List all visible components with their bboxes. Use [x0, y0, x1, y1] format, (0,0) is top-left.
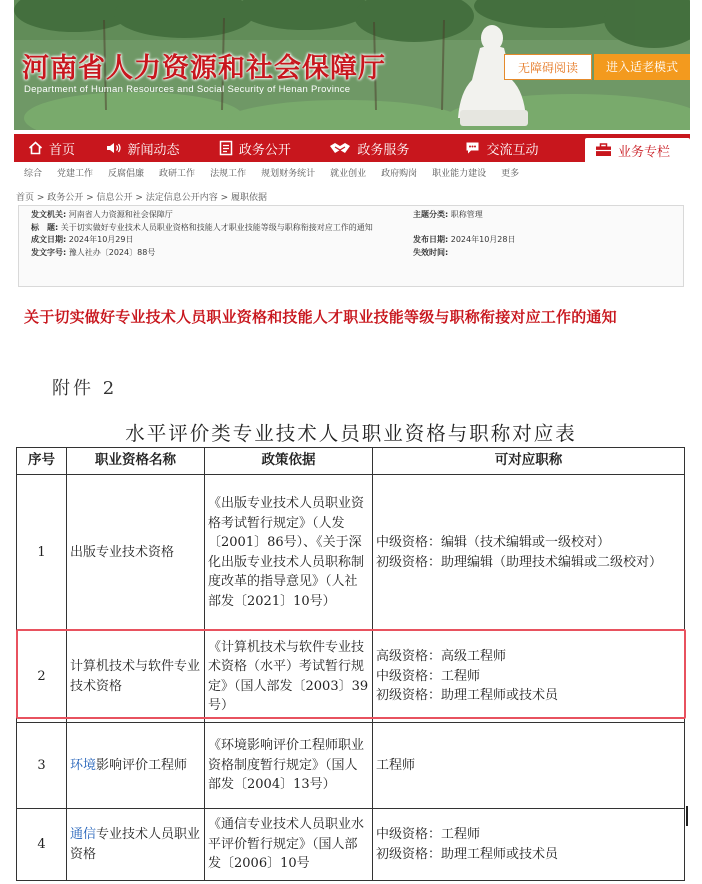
document-icon: [219, 140, 233, 156]
row-basis: 《计算机技术与软件专业技术资格（水平）考试暂行规定》（国人部发〔2003〕39号）: [205, 631, 373, 723]
nav-item-label: 政务公开: [238, 142, 291, 158]
edge-marker: [686, 806, 688, 826]
row-basis: 《环境影响评价工程师职业资格制度暂行规定》（国人部发〔2004〕13号）: [205, 723, 373, 809]
home-icon: [28, 141, 43, 155]
title-line: 中级资格：工程师: [376, 827, 481, 842]
table-row: [17, 809, 685, 881]
nav-item-label: 业务专栏: [617, 144, 670, 160]
subnav-item[interactable]: 法规工作: [210, 168, 247, 179]
number-value: 豫人社办〔2024〕88号: [68, 247, 156, 257]
issuer-value: 河南省人力资源和社会保障厅: [68, 210, 173, 219]
row-name: [67, 809, 205, 881]
handshake-icon: [329, 141, 351, 155]
title-line: 初级资格：助理工程师或技术员: [376, 688, 559, 704]
row-name: [67, 723, 205, 809]
title-line: 高级资格：高级工程师: [376, 649, 507, 665]
nav-item-news[interactable]: [97, 134, 211, 162]
attachment-label: 附件 2: [52, 378, 118, 399]
nav-item-label: 首页: [49, 142, 76, 158]
table-row: [17, 475, 685, 631]
subnav-item[interactable]: 就业创业: [330, 168, 367, 179]
title-line: 中级资格：编辑（技术编辑或一级校对）: [376, 535, 611, 550]
row-name-link[interactable]: 环境: [70, 757, 97, 773]
header-name: 职业资格名称: [67, 448, 205, 475]
nav-item-gov-open[interactable]: [211, 134, 322, 162]
nav-item-interaction[interactable]: [439, 134, 585, 162]
row-name: [67, 475, 205, 631]
title-label: 标 题:: [31, 222, 59, 232]
publish-label: 发布日期:: [413, 235, 449, 244]
subnav-item[interactable]: 更多: [501, 168, 520, 179]
subnav-item[interactable]: 政研工作: [159, 168, 196, 179]
nav-item-gov-service[interactable]: [321, 134, 439, 162]
date-value: 2024年10月29日: [68, 235, 134, 244]
nav-item-business-column[interactable]: [585, 138, 690, 162]
row-titles: [373, 631, 685, 723]
header-basis: 政策依据: [205, 448, 373, 475]
title-line: 中级资格：工程师: [376, 668, 481, 684]
site-title: 河南省人力资源和社会保障厅: [22, 53, 386, 84]
subnav-item[interactable]: 规划财务统计: [261, 168, 316, 179]
nav-item-label: 新闻动态: [127, 142, 180, 158]
row-basis: 《通信专业技术人员职业水平评价暂行规定》（国人部发〔2006〕10号: [205, 809, 373, 881]
nav-item-home[interactable]: [14, 134, 97, 162]
subnav-item[interactable]: 党建工作: [57, 168, 94, 179]
site-subtitle: Department of Human Resources and Social Security of Henan Province: [24, 84, 351, 95]
category-value: 职称管理: [450, 210, 483, 219]
chat-icon: [465, 141, 480, 155]
row-name-text: 出版专业技术资格: [70, 544, 175, 560]
qualification-table: [16, 447, 685, 881]
number-label: 发文字号:: [31, 247, 67, 257]
subnav-item[interactable]: 综合: [24, 168, 43, 179]
title-line: 初级资格：助理工程师或技术员: [376, 846, 559, 862]
subnav-item[interactable]: 职业能力建设: [432, 168, 487, 179]
table-row: [17, 723, 685, 809]
row-titles: [373, 809, 685, 881]
nav-item-label: 政务服务: [357, 142, 410, 158]
subnav-item[interactable]: 反腐倡廉: [108, 168, 145, 179]
row-titles: [373, 475, 685, 631]
table-row: [17, 631, 685, 723]
publish-value: 2024年10月28日: [450, 235, 516, 244]
date-label: 成文日期:: [31, 235, 67, 244]
title-line: 初级资格：助理编辑（助理技术编辑或二级校对）: [376, 554, 663, 570]
expire-label: 失效时间:: [413, 247, 449, 257]
row-name: [67, 631, 205, 723]
site-banner: [14, 0, 690, 130]
row-name-text: 计算机技术与软件专业技术资格: [70, 659, 201, 694]
nav-item-label: 交流互动: [486, 142, 539, 158]
row-basis: 《出版专业技术人员职业资格考试暂行规定》（人发〔2001〕86号）、《关于深化出版专业技术人员职称制度改革的指导意见》（人社部发〔2021〕10号）: [205, 475, 373, 631]
title-value: 关于切实做好专业技术人员职业资格和技能人才职业技能等级与职称衔接对应工作的通知: [60, 222, 373, 232]
table-header-row: [17, 448, 685, 475]
row-name-link[interactable]: 通信: [70, 827, 97, 842]
row-num: 1: [17, 475, 67, 631]
title-line: 工程师: [376, 757, 416, 773]
briefcase-icon: [595, 143, 612, 157]
header-titles: 可对应职称: [373, 448, 685, 475]
row-titles: [373, 723, 685, 809]
row-num: 3: [17, 723, 67, 809]
row-name-text: 影响评价工程师: [96, 757, 188, 773]
row-num: 4: [17, 809, 67, 881]
document-title: 关于切实做好专业技术人员职业资格和技能人才职业技能等级与职称衔接对应工作的通知: [24, 308, 617, 326]
row-num: 2: [17, 631, 67, 723]
subnav-item[interactable]: 政府购岗: [381, 168, 418, 179]
main-nav: [14, 134, 690, 162]
breadcrumb[interactable]: 首页 > 政务公开 > 信息公开 > 法定信息公开内容 > 履职依据: [16, 193, 268, 203]
sub-nav: [14, 163, 690, 181]
row-name-text: 专业技术人员职业资格: [70, 827, 201, 862]
elder-mode-button[interactable]: 进入适老模式: [594, 54, 690, 80]
accessibility-button[interactable]: 无障碍阅读: [504, 54, 592, 80]
document-metadata: [18, 205, 684, 287]
category-label: 主题分类:: [413, 210, 449, 219]
header-num: 序号: [17, 448, 67, 475]
table-title: 水平评价类专业技术人员职业资格与职称对应表: [125, 422, 577, 445]
speaker-icon: [105, 141, 122, 155]
issuer-label: 发文机关:: [31, 210, 67, 219]
